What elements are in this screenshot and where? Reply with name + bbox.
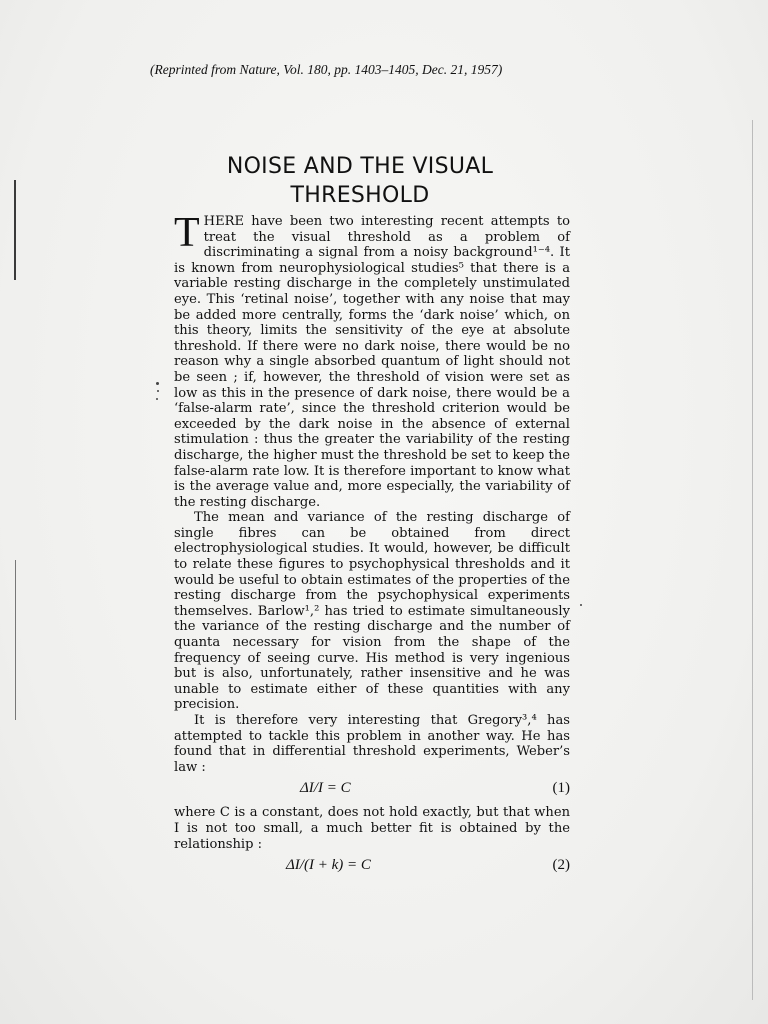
reprint-note-text: (Reprinted from Nature, Vol. 180, pp. 1403–1405, Dec. 21, 1957)	[150, 62, 503, 77]
reprint-note	[150, 62, 630, 78]
scan-speck	[156, 398, 158, 400]
article-body	[174, 210, 570, 882]
title-line-2: THRESHOLD	[290, 183, 430, 208]
equation-1	[174, 779, 570, 801]
paragraph-2: The mean and variance of the resting discharge of single fibres can be obtained from direct electrophysiological studies. It would, however, be difficult to relate these figures to psychophysical thresholds and it would be useful to obtain estimates of the properties of the resting discharge from the psychophysical experiments themselves. Barlow¹,² has tried to estimate simultaneously the variance of the resting discharge and the number of quanta necessary for vision from the shape of the frequency of seeing curve. His method is very ingenious but is also, unfortunately, rather insensitive and he was unable to estimate either of these quantities with any precision.	[174, 510, 570, 713]
page-edge-shadow	[14, 180, 16, 280]
paragraph-1-text: HERE have been two interesting recent attempts to treat the visual threshold as a problem of discriminating a signal from a noisy background¹⁻⁴. It is known from neurophysiological studies⁵ that there is a variable resting discharge in the completely unstimulated eye. This ‘retinal noise’, together with any noise that may be added more centrally, forms the ‘dark noise’ which, on this theory, limits the sensitivity of the eye at absolute threshold. If there were no dark noise, there would be no reason why a single absorbed quantum of light should not be seen ; if, however, the threshold of vision were set as low as this in the presence of dark noise, there would be a ‘false-alarm rate’, since the threshold criterion would be exceeded by the dark noise in the absence of external stimulation : thus the greater the variability of the resting discharge, the higher must the threshold be set to keep the false-alarm rate low. It is therefore important to know what is the average value and, more especially, the variability of the resting discharge.	[174, 214, 570, 510]
scan-speck	[157, 390, 159, 392]
equation-2	[174, 856, 570, 878]
page-edge-shadow	[15, 560, 16, 720]
scan-speck	[580, 604, 582, 606]
paragraph-3: It is therefore very interesting that Gregory³,⁴ has attempted to tackle this problem in another way. He has found that in differential threshold experiments, Weber’s law :	[174, 713, 570, 775]
title-line-1: NOISE AND THE VISUAL	[226, 154, 494, 179]
page-edge-line	[752, 120, 753, 1000]
drop-cap: T	[174, 210, 200, 256]
article-title	[170, 152, 550, 210]
paragraph-1	[174, 210, 570, 510]
equation-1-expression: ΔI/I = C	[300, 780, 351, 797]
paragraph-4: where C is a constant, does not hold exactly, but that when I is not too small, a much better fit is obtained by the relationship :	[174, 805, 570, 852]
equation-2-expression: ΔI/(I + k) = C	[286, 857, 371, 874]
scan-speck	[156, 382, 159, 385]
equation-1-number: (1)	[552, 780, 570, 797]
equation-2-number: (2)	[552, 857, 570, 874]
